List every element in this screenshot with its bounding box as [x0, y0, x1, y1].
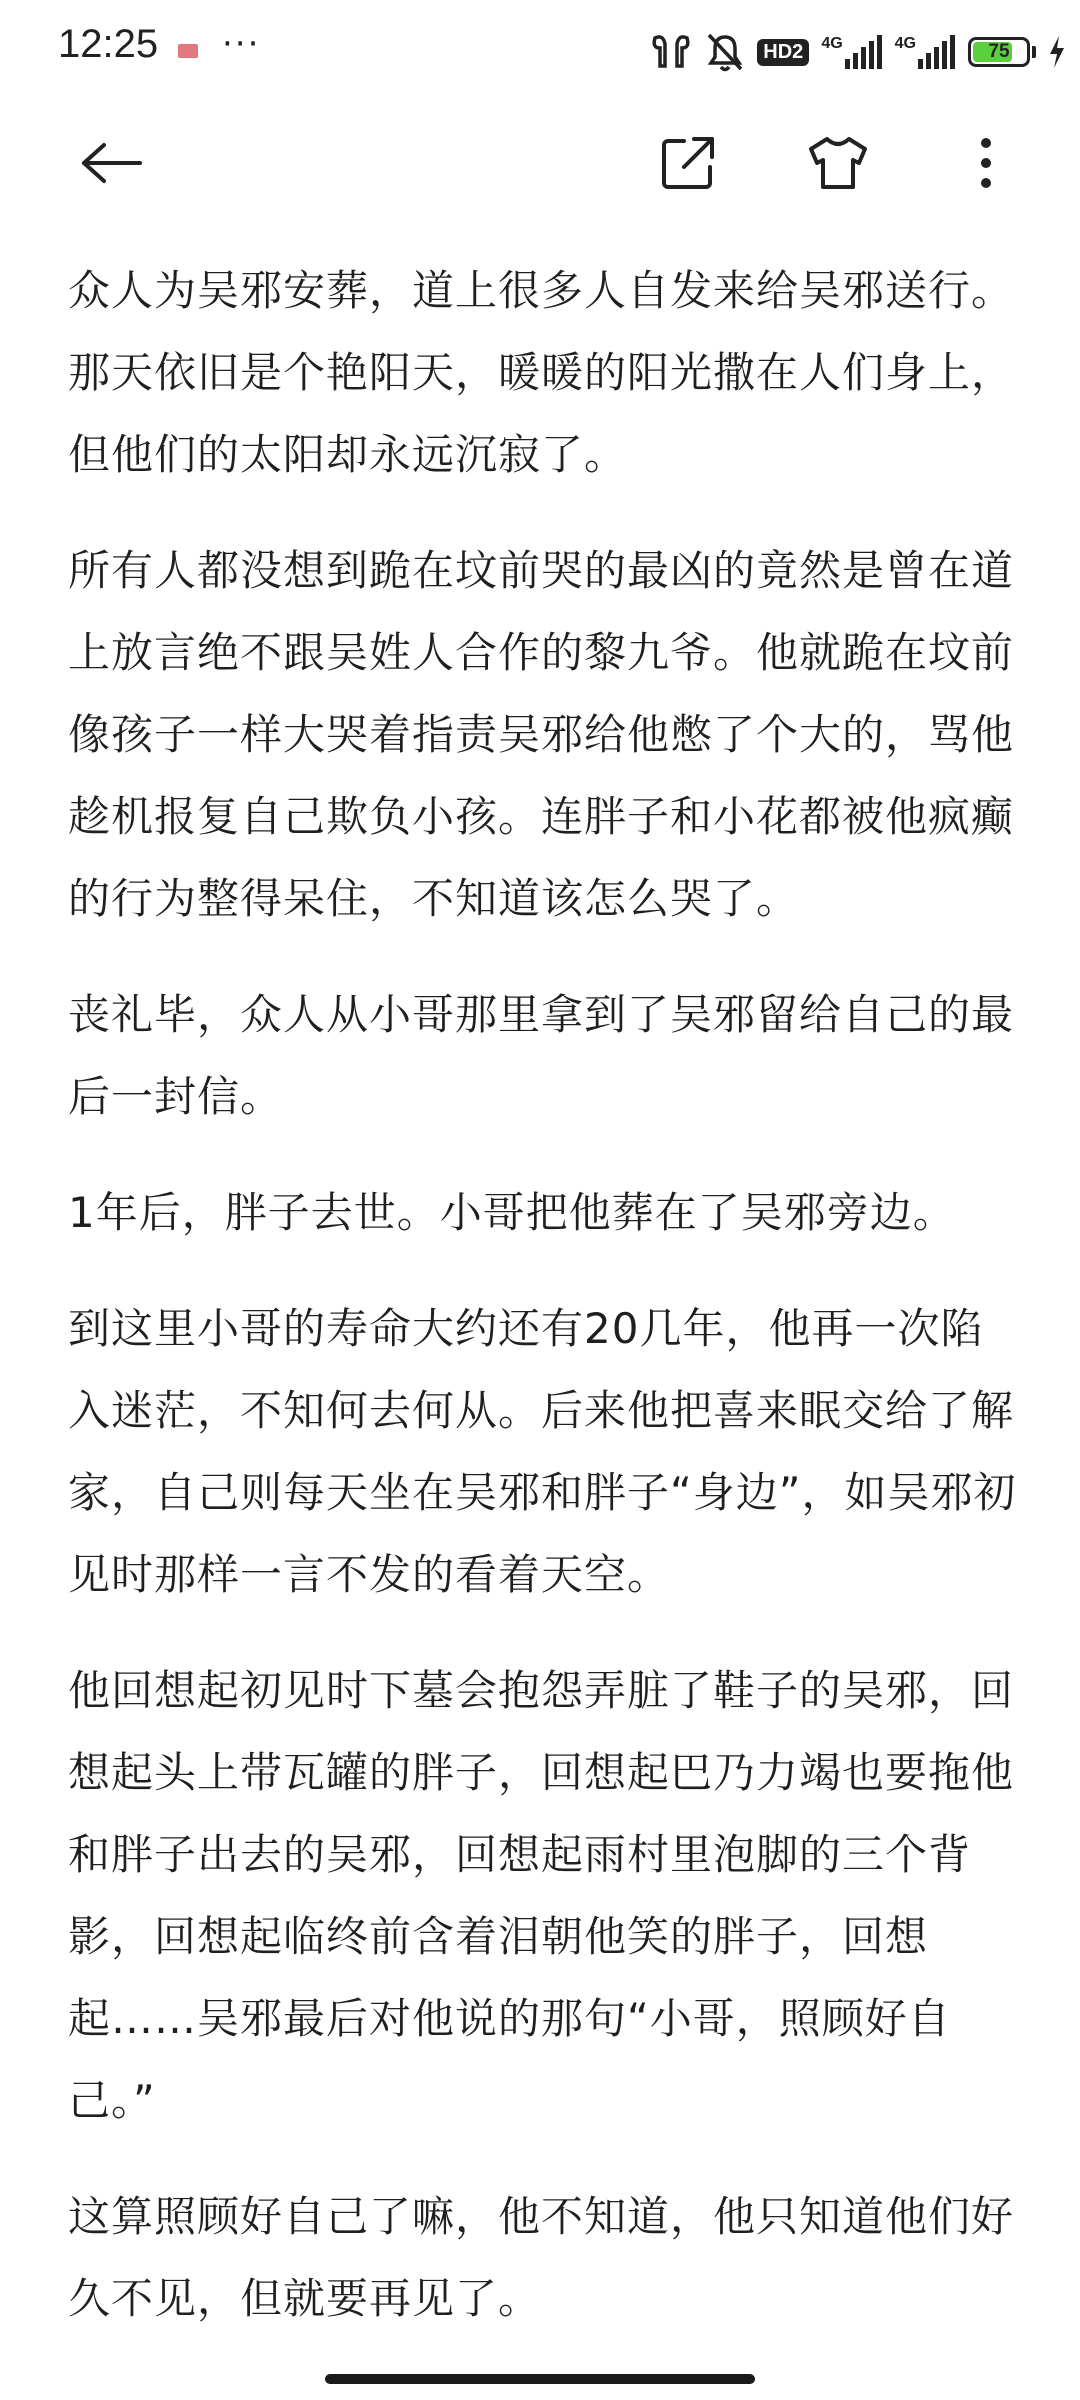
article-paragraph: 他回想起初见时下墓会抱怨弄脏了鞋子的吴邪，回想起头上带瓦罐的胖子，回想起巴乃力竭也要拖他和胖子出去的吴邪，回想起雨村里泡脚的三个背影，回想起临终前含着泪朝他笑的胖子，回想起……吴邪最后对他说的那句“小哥，照顾好自己。” — [68, 1666, 1015, 2125]
article-paragraph: 到这里小哥的寿命大约还有20几年，他再一次陷入迷茫，不知何去何从。后来他把喜来眠交给了解家，自己则每天坐在吴邪和胖子“身边”，如吴邪初见时那样一言不发的看着天空。 — [68, 1304, 1017, 1599]
home-indicator[interactable] — [325, 2374, 755, 2384]
more-options-button[interactable] — [946, 125, 1026, 205]
reader-toolbar — [0, 110, 1080, 210]
vertical-dots-icon — [980, 137, 992, 193]
article-paragraph: 丧礼毕，众人从小哥那里拿到了吴邪留给自己的最后一封信。 — [68, 990, 1015, 1121]
back-button[interactable] — [72, 125, 152, 205]
hd-voice-icon: HD2 — [757, 39, 809, 66]
earbuds-icon — [649, 32, 693, 72]
status-time: 12:25 — [58, 22, 159, 66]
signal-icon-1 — [821, 35, 882, 69]
article-paragraph: 这算照顾好自己了嘛，他不知道，他只知道他们好久不见，但就要再见了。 — [68, 2192, 1015, 2323]
signal-icon-2 — [895, 35, 956, 69]
system-icons — [649, 28, 1066, 76]
network-type-label: 4G — [894, 35, 916, 52]
share-button[interactable] — [648, 125, 728, 205]
article-content — [68, 250, 1018, 2374]
article-paragraph: 众人为吴邪安葬，道上很多人自发来给吴邪送行。那天依旧是个艳阳天，暖暖的阳光撒在人们身上，但他们的太阳却永远沉寂了。 — [68, 266, 1015, 479]
mute-bell-icon — [705, 31, 745, 73]
arrow-left-icon — [80, 141, 144, 189]
battery-icon — [968, 37, 1030, 67]
battery-level: 75 — [988, 41, 1010, 62]
battery-cap — [1032, 46, 1036, 58]
notification-icon — [178, 44, 198, 58]
theme-button[interactable] — [798, 125, 878, 205]
network-type-label: 4G — [821, 35, 843, 52]
t-shirt-icon — [807, 135, 869, 195]
more-notifications-icon: ··· — [222, 24, 261, 64]
article-paragraph: 1年后，胖子去世。小哥把他葬在了吴邪旁边。 — [68, 1188, 956, 1237]
external-link-icon — [660, 135, 716, 195]
charging-icon — [1048, 36, 1066, 68]
status-bar — [0, 0, 1080, 110]
article-paragraph: 所有人都没想到跪在坟前哭的最凶的竟然是曾在道上放言绝不跟吴姓人合作的黎九爷。他就跪在坟前像孩子一样大哭着指责吴邪给他憋了个大的，骂他趁机报复自己欺负小孩。连胖子和小花都被他疯癫的行为整得呆住，不知道该怎么哭了。 — [68, 546, 1015, 923]
